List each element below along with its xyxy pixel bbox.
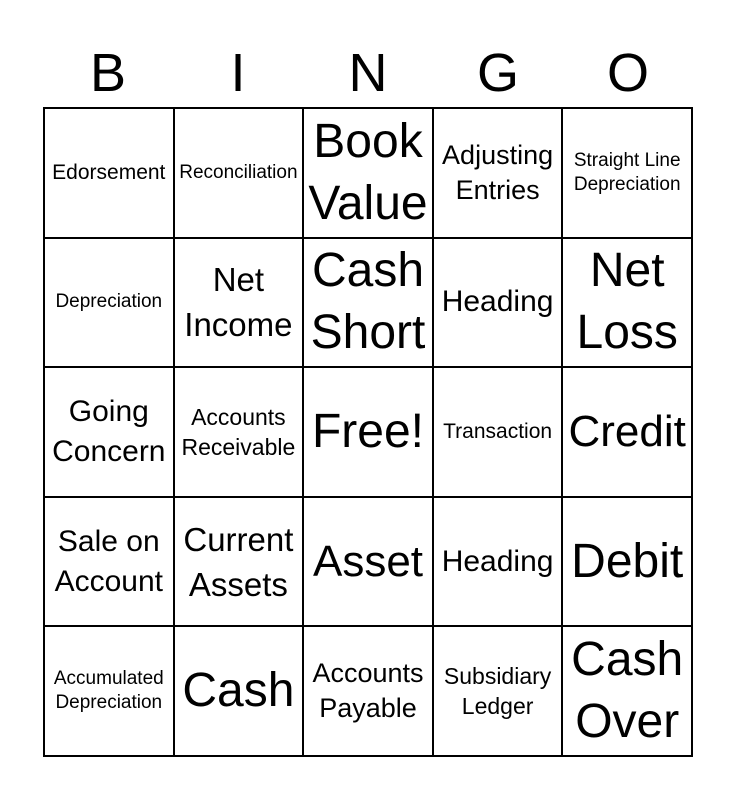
cell-label: Current Assets	[183, 520, 294, 603]
cell-label: Heading	[441, 285, 554, 319]
header-letter-g: G	[476, 43, 519, 103]
bingo-cell[interactable]	[44, 238, 174, 368]
cell-label: Accumulated Depreciation	[53, 668, 164, 714]
cell-label: Cash	[182, 664, 295, 718]
bingo-cell[interactable]	[562, 238, 692, 368]
header-letter-n: N	[348, 43, 388, 103]
cell-label: Free!	[311, 404, 424, 458]
cell-label: Accounts Payable	[312, 658, 424, 724]
cell-label: Reconciliation	[179, 161, 298, 183]
bingo-cell[interactable]	[303, 626, 433, 756]
bingo-cell[interactable]	[303, 238, 433, 368]
bingo-cell[interactable]	[562, 108, 692, 238]
cell-label: Cash Short	[310, 244, 426, 360]
bingo-cell[interactable]	[433, 497, 563, 627]
bingo-cell[interactable]	[44, 626, 174, 756]
bingo-cell[interactable]	[562, 497, 692, 627]
bingo-cell[interactable]	[174, 108, 304, 238]
bingo-cell[interactable]	[44, 367, 174, 497]
bingo-cell[interactable]	[303, 108, 433, 238]
header-letter-o: O	[606, 43, 649, 103]
cell-label: Accounts Receivable	[181, 403, 296, 460]
cell-label: Subsidiary Ledger	[443, 663, 552, 720]
cell-label: Credit	[568, 406, 686, 456]
bingo-cell[interactable]	[433, 238, 563, 368]
bingo-cell[interactable]	[174, 626, 304, 756]
header-letter-b: B	[89, 43, 127, 103]
cell-label: Going Concern	[52, 394, 166, 468]
bingo-cell[interactable]	[44, 108, 174, 238]
cell-label: Book Value	[308, 114, 428, 230]
bingo-cell[interactable]	[433, 367, 563, 497]
cell-label: Asset	[312, 536, 424, 586]
bingo-board	[43, 107, 693, 757]
cell-label: Net Income	[184, 261, 293, 344]
bingo-cell[interactable]	[433, 626, 563, 756]
bingo-cell[interactable]	[303, 367, 433, 497]
bingo-header	[43, 40, 693, 106]
cell-label: Sale on Account	[54, 524, 163, 598]
cell-label: Transaction	[443, 419, 553, 443]
bingo-cell[interactable]	[174, 497, 304, 627]
cell-label: Net Loss	[576, 244, 678, 360]
bingo-cell[interactable]	[562, 626, 692, 756]
cell-label: Edorsement	[52, 160, 166, 184]
bingo-cell[interactable]	[303, 497, 433, 627]
cell-label: Heading	[441, 544, 554, 578]
cell-label: Straight Line Depreciation	[573, 149, 681, 195]
cell-label: Adjusting Entries	[442, 139, 554, 205]
bingo-cell[interactable]	[174, 238, 304, 368]
bingo-cell[interactable]	[433, 108, 563, 238]
cell-label: Depreciation	[55, 291, 163, 313]
bingo-cell[interactable]	[562, 367, 692, 497]
bingo-cell[interactable]	[44, 497, 174, 627]
cell-label: Debit	[571, 534, 684, 588]
cell-label: Cash Over	[571, 633, 684, 749]
header-letter-i: I	[230, 43, 246, 103]
bingo-cell[interactable]	[174, 367, 304, 497]
